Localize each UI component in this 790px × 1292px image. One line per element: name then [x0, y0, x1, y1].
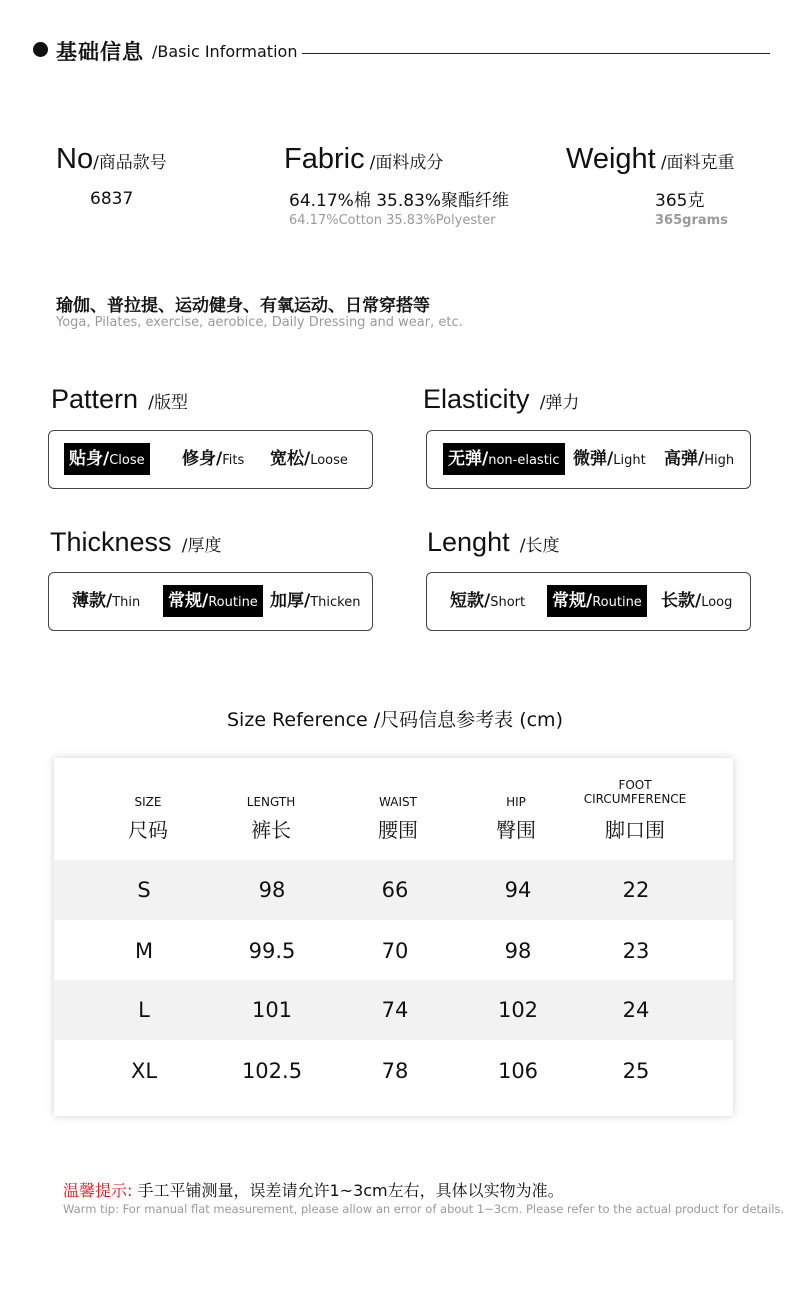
cell-length: 99.5 [248, 939, 296, 963]
fabric-label: Fabric [284, 143, 365, 175]
fabric-value-en: 64.17%Cotton 35.83%Polyester [289, 213, 496, 228]
header-hip: HIP 臀围 [496, 795, 536, 842]
header-waist: WAIST 腰围 [378, 795, 418, 842]
elasticity-box [426, 430, 751, 489]
weight-heading [566, 143, 735, 176]
weight-value: 365克 [655, 191, 705, 211]
no-label-cn: /商品款号 [93, 153, 167, 173]
section-title-en: /Basic Information [152, 42, 298, 61]
cell-waist: 66 [381, 878, 409, 902]
fabric-value: 64.17%棉 35.83%聚酯纤维 [289, 191, 510, 211]
thickness-title: Thickness [50, 527, 172, 557]
thickness-box [48, 572, 373, 631]
length-title-cn: /长度 [519, 536, 560, 556]
cell-length: 101 [251, 998, 293, 1022]
pattern-option-close: 贴身/Close [64, 443, 150, 475]
section-title-cn: 基础信息 [56, 40, 144, 64]
table-row [54, 980, 733, 1040]
cell-foot: 23 [622, 939, 650, 963]
warm-tip-text: 手工平铺测量，误差请允许1~3cm左右，具体以实物为准。 [132, 1181, 564, 1200]
thickness-option-routine: 常规/Routine [163, 585, 263, 617]
pattern-box [48, 430, 373, 489]
weight-label: Weight [566, 143, 656, 175]
cell-size: XL [130, 1059, 158, 1083]
warm-tip-en: Warm tip: For manual flat measurement, please allow an error of about 1~3cm. Please refer to the actual product for details. [63, 1202, 785, 1216]
cell-size: M [134, 939, 154, 963]
weight-value-en: 365grams [655, 213, 728, 228]
bullet-dot-icon [33, 42, 48, 57]
cell-length: 102.5 [241, 1059, 303, 1083]
cell-foot: 22 [622, 878, 650, 902]
length-title: Lenght [427, 527, 510, 557]
cell-hip: 94 [504, 878, 532, 902]
cell-foot: 24 [622, 998, 650, 1022]
cell-length: 98 [258, 878, 286, 902]
cell-size: S [137, 878, 151, 902]
cell-size: L [138, 998, 150, 1022]
thickness-option-thicken: 加厚/Thicken [270, 591, 361, 611]
header-foot-circumference: FOOT CIRCUMFERENCE 脚口围 [583, 778, 687, 842]
header-divider [302, 53, 770, 54]
fabric-heading [284, 143, 443, 176]
pattern-title-cn: /版型 [148, 393, 188, 413]
no-value: 6837 [90, 189, 134, 209]
cell-waist: 70 [381, 939, 409, 963]
fabric-label-cn: /面料成分 [369, 153, 444, 173]
thickness-option-thin: 薄款/Thin [72, 591, 141, 611]
length-option-long: 长款/Loog [661, 591, 733, 611]
size-table-title: Size Reference /尺码信息参考表 (cm) [227, 709, 563, 731]
thickness-heading [50, 527, 221, 558]
length-heading [427, 527, 560, 558]
table-row [54, 1041, 733, 1101]
size-table [54, 758, 733, 1116]
usage-en: Yoga, Pilates, exercise, aerobice, Daily Dressing and wear, etc. [56, 315, 463, 330]
warm-tip-label: 温馨提示: [63, 1181, 133, 1200]
elasticity-option-non-elastic: 无弹/non-elastic [443, 443, 565, 475]
elasticity-option-high: 高弹/High [664, 449, 735, 469]
elasticity-title-cn: /弹力 [539, 393, 580, 413]
table-row [54, 921, 733, 981]
pattern-heading [51, 384, 188, 415]
weight-label-cn: /面料克重 [660, 153, 735, 173]
warm-tip [63, 1178, 564, 1201]
length-option-short: 短款/Short [450, 591, 526, 611]
header-size: SIZE 尺码 [128, 795, 168, 842]
pattern-option-loose: 宽松/Loose [270, 449, 348, 469]
no-heading [56, 143, 167, 176]
length-box [426, 572, 751, 631]
cell-waist: 74 [381, 998, 409, 1022]
pattern-title: Pattern [51, 384, 139, 414]
elasticity-option-light: 微弹/Light [573, 449, 646, 469]
no-label: No [56, 143, 94, 175]
cell-hip: 106 [497, 1059, 539, 1083]
usage-cn: 瑜伽、普拉提、运动健身、有氧运动、日常穿搭等 [56, 296, 430, 316]
elasticity-heading [423, 384, 579, 415]
table-row [54, 860, 733, 920]
thickness-title-cn: /厚度 [181, 536, 222, 556]
cell-waist: 78 [381, 1059, 409, 1083]
elasticity-title: Elasticity [423, 384, 530, 414]
header-length: LENGTH 裤长 [246, 795, 296, 842]
cell-hip: 98 [504, 939, 532, 963]
pattern-option-fits: 修身/Fits [182, 449, 245, 469]
length-option-routine: 常规/Routine [547, 585, 647, 617]
cell-hip: 102 [497, 998, 539, 1022]
cell-foot: 25 [622, 1059, 650, 1083]
